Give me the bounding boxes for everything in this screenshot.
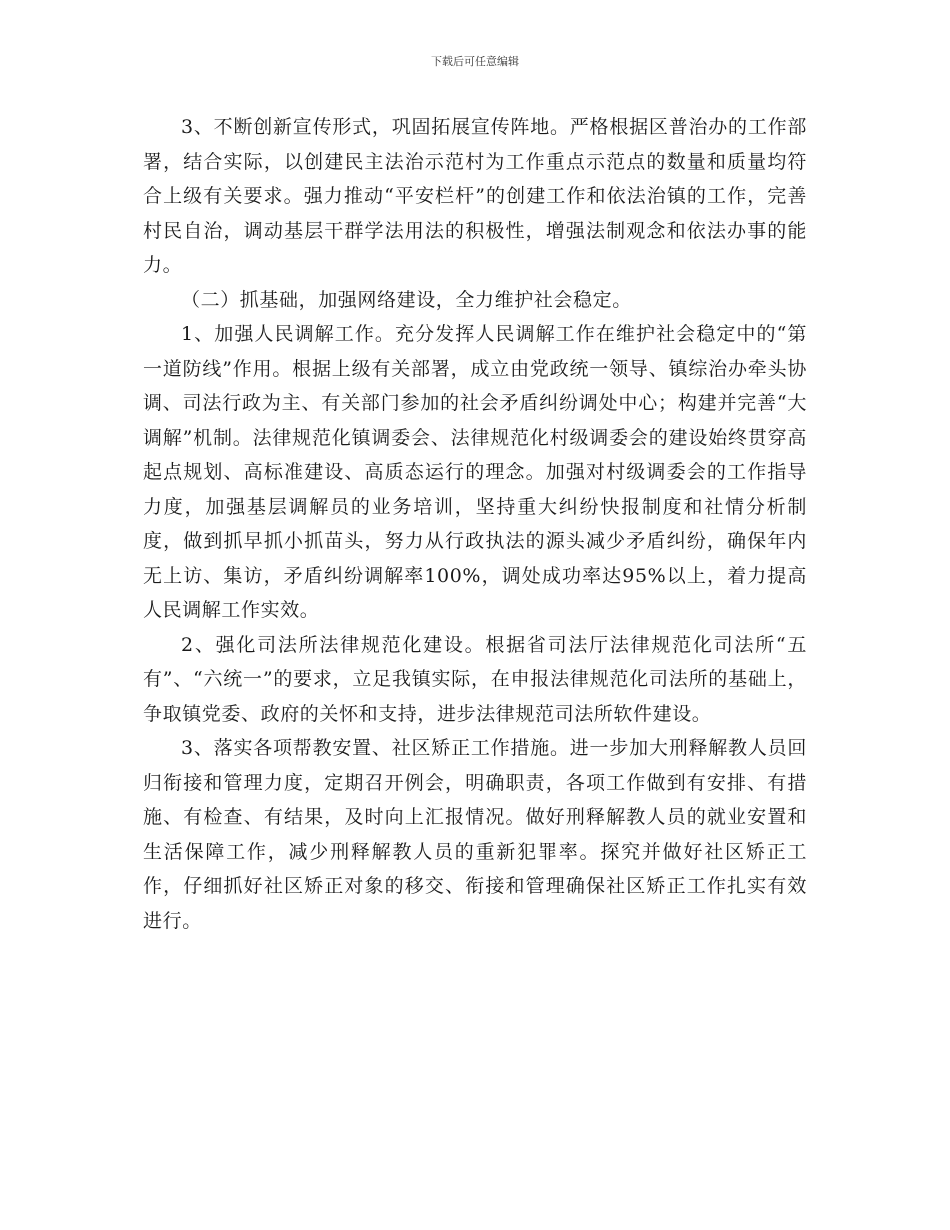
paragraph-community-correction: 3、落实各项帮教安置、社区矫正工作措施。进一步加大刑释解教人员回归衔接和管理力度，定期召开例会，明确职责，各项工作做到有安排、有措施、有检查、有结果，及时向上汇报情况。做好刑释解教人员的就业安置和生活保障工作，减少刑释解教人员的重新犯罪率。探究并做好社区矫正工作，仔细抓好社区矫正对象的移交、衔接和管理确保社区矫正工作扎实有效进行。 <box>143 737 807 932</box>
paragraph-judicial-office: 2、强化司法所法律规范化建设。根据省司法厅法律规范化司法所“五有”、“六统一”的要求，立足我镇实际，在申报法律规范化司法所的基础上，争取镇党委、政府的关怀和支持，进步法律规范司法所软件建设。 <box>143 633 807 725</box>
paragraph-mediation-work: 1、加强人民调解工作。充分发挥人民调解工作在维护社会稳定中的“第一道防线”作用。根据上级有关部署，成立由党政统一领导、镇综治办牵头协调、司法行政为主、有关部门参加的社会矛盾纠纷调处中心；构建并完善“大调解”机制。法律规范化镇调委会、法律规范化村级调委会的建设始终贯穿高起点规划、高标准建设、高质态运行的理念。加强对村级调委会的工作指导力度，加强基层调解员的业务培训，坚持重大纠纷快报制度和社情分析制度，做到抓早抓小抓苗头，努力从行政执法的源头减少矛盾纠纷，确保年内无上访、集访，矛盾纠纷调解率100%，调处成功率达95%以上，着力提高人民调解工作实效。 <box>143 323 807 621</box>
page-header-note: 下载后可任意编辑 <box>431 55 519 68</box>
paragraph-publicity-forms: 3、不断创新宣传形式，巩固拓展宣传阵地。严格根据区普治办的工作部署，结合实际，以创建民主法治示范村为工作重点示范点的数量和质量均符合上级有关要求。强力推动“平安栏杆”的创建工作和依法治镇的工作，完善村民自治，调动基层干群学法用法的积极性，增强法制观念和依法办事的能力。 <box>143 116 807 276</box>
section-heading-foundation: （二）抓基础，加强网络建设，全力维护社会稳定。 <box>181 288 632 311</box>
document-body <box>143 110 807 938</box>
